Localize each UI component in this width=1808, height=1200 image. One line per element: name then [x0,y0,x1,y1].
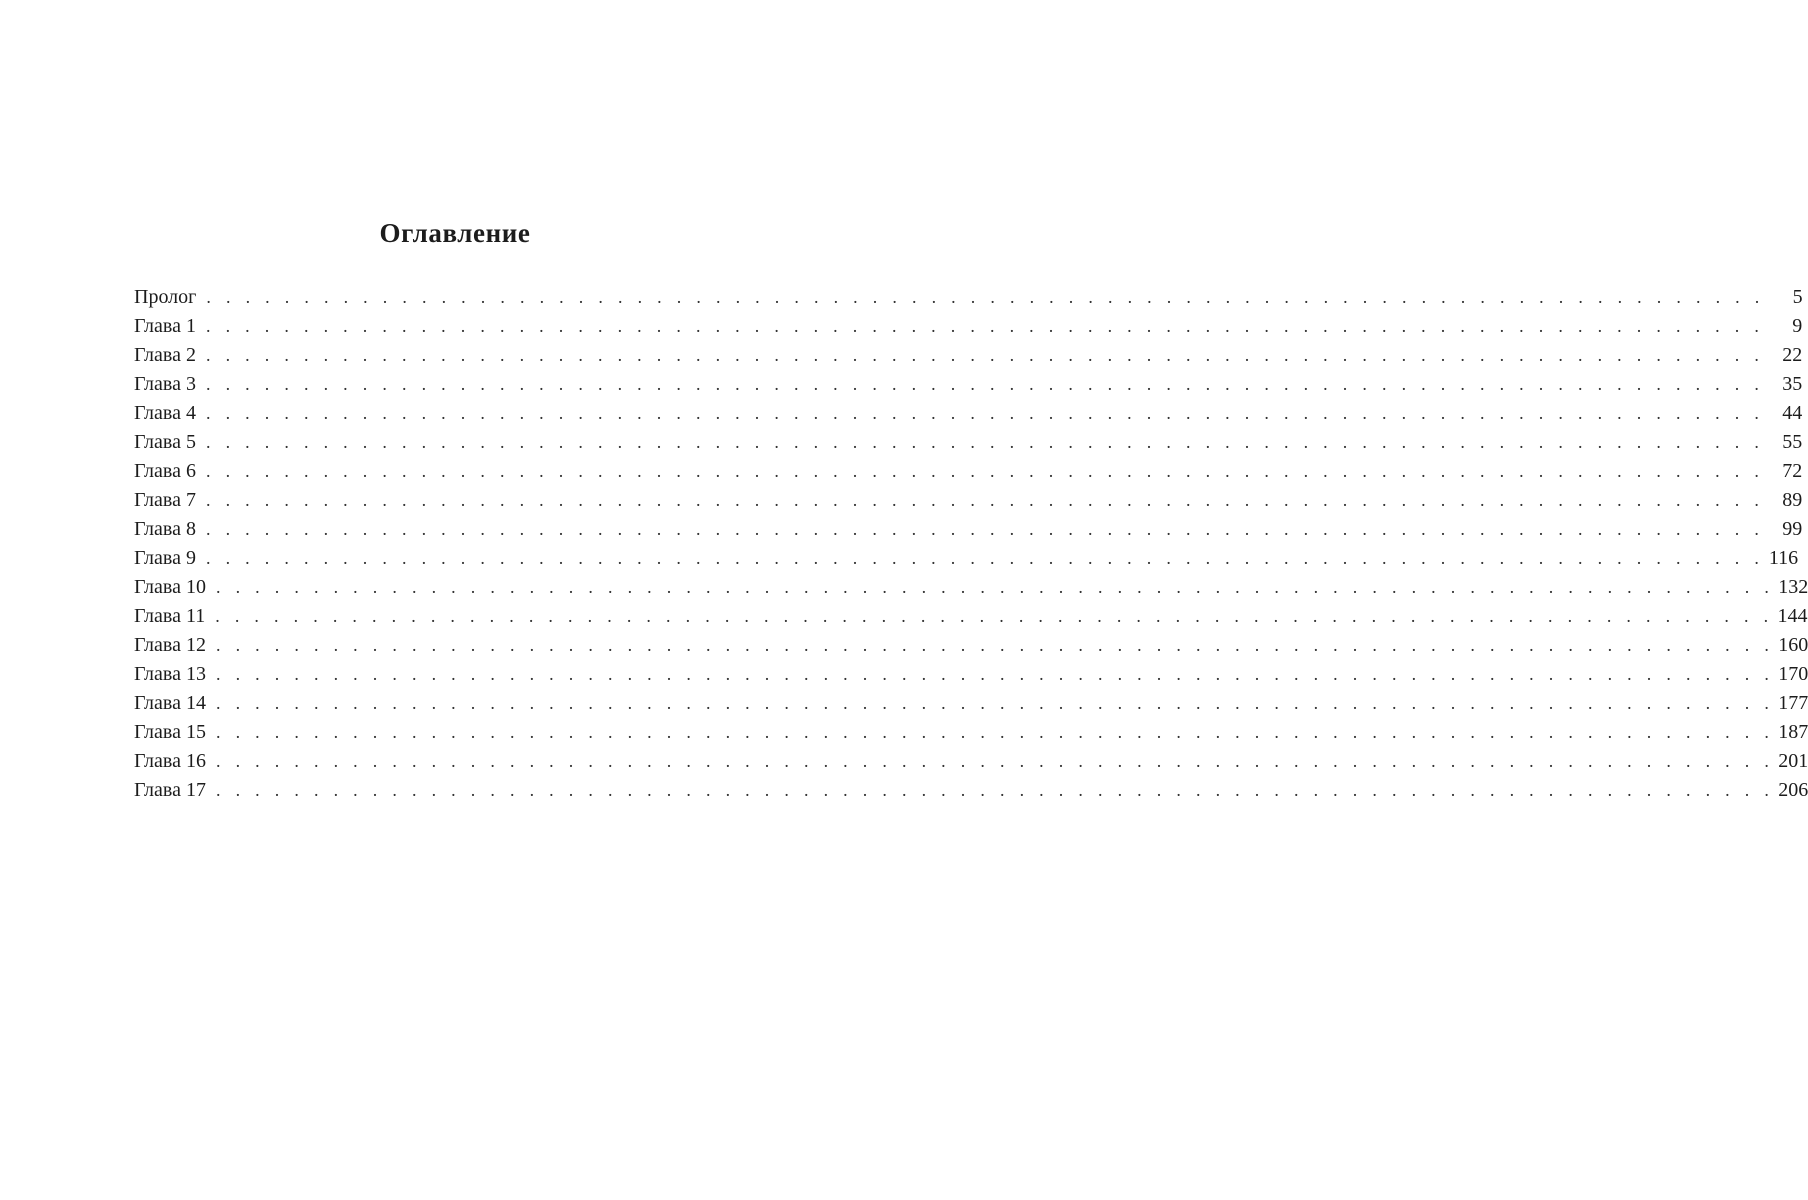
toc-entry [134,747,1808,776]
toc-entry-page-number: 22 [1782,344,1803,366]
toc-entry-label: Глава 11 [134,605,206,627]
dot-leader: . . . . . . . . . . . . . . . . . . . . . . . . . . . . . . . . . . . . . . . . . . . . . . . . . . . . . . . . . . . . . . . . . . . . . . . . . . . . . . . . [205,374,1765,394]
toc-entry-page-number: 89 [1782,489,1803,511]
toc-entry-label: Глава 3 [134,373,196,395]
toc-entry [134,515,1803,544]
dot-leader: . . . . . . . . . . . . . . . . . . . . . . . . . . . . . . . . . . . . . . . . . . . . . . . . . . . . . . . . . . . . . . . . . . . . . . . . . . . . . . . . [206,287,1765,307]
toc-entry-label: Глава 1 [134,315,196,337]
toc-entry-page-number: 160 [1778,634,1808,656]
toc-entry-label: Глава 2 [134,344,196,366]
toc-entry [134,399,1803,428]
dot-leader: . . . . . . . . . . . . . . . . . . . . . . . . . . . . . . . . . . . . . . . . . . . . . . . . . . . . . . . . . . . . . . . . . . . . . . . . . . . . . . . . [205,403,1765,423]
dot-leader: . . . . . . . . . . . . . . . . . . . . . . . . . . . . . . . . . . . . . . . . . . . . . . . . . . . . . . . . . . . . . . . . . . . . . . . . . . . . . . . . [205,316,1765,336]
dot-leader: . . . . . . . . . . . . . . . . . . . . . . . . . . . . . . . . . . . . . . . . . . . . . . . . . . . . . . . . . . . . . . . . . . . . . . . . . . . . . . . . [205,519,1765,539]
dot-leader: . . . . . . . . . . . . . . . . . . . . . . . . . . . . . . . . . . . . . . . . . . . . . . . . . . . . . . . . . . . . . . . . . . . . . . . . . . . . . . . . [215,577,1775,597]
toc-entry-page-number: 177 [1778,692,1808,714]
toc-entry-page-number: 72 [1782,460,1803,482]
toc-entry [134,486,1803,515]
dot-leader: . . . . . . . . . . . . . . . . . . . . . . . . . . . . . . . . . . . . . . . . . . . . . . . . . . . . . . . . . . . . . . . . . . . . . . . . . . . . . . . . [205,345,1765,365]
toc-entry-page-number: 170 [1778,663,1808,685]
toc-entry-page-number: 55 [1782,431,1803,453]
toc-entry-label: Глава 13 [134,663,206,685]
toc-entry-page-number: 9 [1792,315,1803,337]
dot-leader: . . . . . . . . . . . . . . . . . . . . . . . . . . . . . . . . . . . . . . . . . . . . . . . . . . . . . . . . . . . . . . . . . . . . . . . . . . . . . . . . [215,780,1775,800]
toc-entry [134,631,1808,660]
toc-title: Оглавление [379,218,531,248]
toc-entry-page-number: 206 [1778,779,1808,801]
toc-entry [134,718,1808,747]
dot-leader: . . . . . . . . . . . . . . . . . . . . . . . . . . . . . . . . . . . . . . . . . . . . . . . . . . . . . . . . . . . . . . . . . . . . . . . . . . . . . . . . [205,490,1765,510]
dot-leader: . . . . . . . . . . . . . . . . . . . . . . . . . . . . . . . . . . . . . . . . . . . . . . . . . . . . . . . . . . . . . . . . . . . . . . . . . . . . . . . . [215,751,1775,771]
toc-entry [134,602,1808,631]
toc-entry-label: Глава 8 [134,518,196,540]
toc-entry [134,457,1803,486]
dot-leader: . . . . . . . . . . . . . . . . . . . . . . . . . . . . . . . . . . . . . . . . . . . . . . . . . . . . . . . . . . . . . . . . . . . . . . . . . . . . . . . . [215,606,1774,626]
toc-entry-label: Глава 7 [134,489,196,511]
toc-entry [134,660,1808,689]
toc-entry-label: Глава 6 [134,460,196,482]
toc-entry-page-number: 201 [1778,750,1808,772]
toc-entry [134,312,1803,341]
dot-leader: . . . . . . . . . . . . . . . . . . . . . . . . . . . . . . . . . . . . . . . . . . . . . . . . . . . . . . . . . . . . . . . . . . . . . . . . . . . . . . . . [205,461,1765,481]
dot-leader: . . . . . . . . . . . . . . . . . . . . . . . . . . . . . . . . . . . . . . . . . . . . . . . . . . . . . . . . . . . . . . . . . . . . . . . . . . . . . . . . [215,635,1775,655]
toc-entry-page-number: 132 [1778,576,1808,598]
toc-entry-label: Пролог [134,286,197,308]
dot-leader: . . . . . . . . . . . . . . . . . . . . . . . . . . . . . . . . . . . . . . . . . . . . . . . . . . . . . . . . . . . . . . . . . . . . . . . . . . . . . . . . [205,432,1765,452]
toc-entry-label: Глава 17 [134,779,206,801]
toc-entry [134,370,1803,399]
dot-leader: . . . . . . . . . . . . . . . . . . . . . . . . . . . . . . . . . . . . . . . . . . . . . . . . . . . . . . . . . . . . . . . . . . . . . . . . . . . . . . . . [215,722,1775,742]
toc-entry-page-number: 116 [1768,547,1799,569]
toc-entry-label: Глава 12 [134,634,206,656]
toc-entry-page-number: 187 [1778,721,1808,743]
toc-entry-label: Глава 16 [134,750,206,772]
toc-entry-label: Глава 15 [134,721,206,743]
toc-entry-page-number: 144 [1777,605,1808,627]
toc-entry-page-number: 5 [1792,286,1803,308]
toc-entry [134,573,1808,602]
toc-entry-label: Глава 10 [134,576,206,598]
toc-entry-label: Глава 5 [134,431,196,453]
toc-entry-label: Глава 4 [134,402,196,424]
toc-entry [134,341,1803,370]
toc-entry [134,689,1808,718]
dot-leader: . . . . . . . . . . . . . . . . . . . . . . . . . . . . . . . . . . . . . . . . . . . . . . . . . . . . . . . . . . . . . . . . . . . . . . . . . . . . . . . . [215,664,1775,684]
toc-entry [134,428,1803,457]
toc-entry-page-number: 44 [1782,402,1803,424]
toc-entry-label: Глава 14 [134,692,206,714]
toc-entry [134,283,1803,312]
toc-entry-label: Глава 9 [134,547,196,569]
dot-leader: . . . . . . . . . . . . . . . . . . . . . . . . . . . . . . . . . . . . . . . . . . . . . . . . . . . . . . . . . . . . . . . . . . . . . . . . . . . . . . . . [215,693,1775,713]
toc-list [134,283,1808,805]
toc-entry-page-number: 99 [1782,518,1803,540]
toc-entry [134,776,1808,805]
toc-entry [134,544,1799,573]
dot-leader: . . . . . . . . . . . . . . . . . . . . . . . . . . . . . . . . . . . . . . . . . . . . . . . . . . . . . . . . . . . . . . . . . . . . . . . . . . . . . . . . [205,548,1765,568]
toc-entry-page-number: 35 [1782,373,1803,395]
